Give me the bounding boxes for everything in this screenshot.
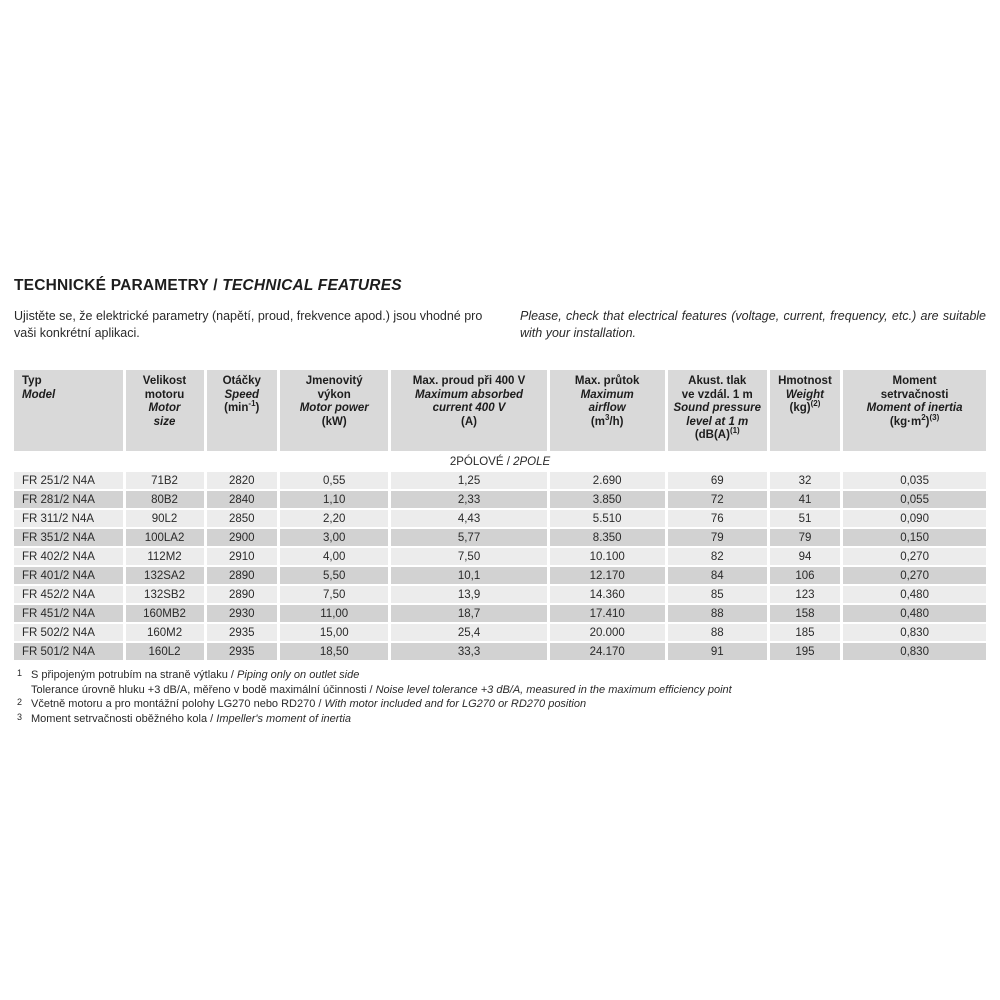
cell-motor-power: 1,10	[280, 491, 389, 508]
column-header-speed: Otáčky Speed $(\min^{-1})$	[207, 370, 277, 451]
table-row	[14, 472, 986, 489]
cell-moment-of-inertia: 0,480	[843, 586, 986, 603]
cell-sound-pressure: 82	[668, 548, 767, 565]
cell-max-airflow: 20.000	[550, 624, 665, 641]
cell-max-current: 13,9	[391, 586, 546, 603]
cell-weight: 106	[770, 567, 840, 584]
cell-max-airflow: 24.170	[550, 643, 665, 660]
cell-weight: 32	[770, 472, 840, 489]
cell-speed: 2820	[207, 472, 277, 489]
cell-max-airflow: 5.510	[550, 510, 665, 527]
cell-moment-of-inertia: 0,090	[843, 510, 986, 527]
cell-motor-power: 0,55	[280, 472, 389, 489]
cell-sound-pressure: 69	[668, 472, 767, 489]
footnote-text-czech: Moment setrvačnosti oběžného kola /	[31, 712, 217, 725]
cell-model: FR 402/2 N4A	[14, 548, 123, 565]
cell-motor-power: 3,00	[280, 529, 389, 546]
table-row	[14, 643, 986, 660]
cell-motor-size: 71B2	[126, 472, 204, 489]
footnote-text-czech: Včetně motoru a pro montážní polohy LG270 nebo RD270 /	[31, 698, 325, 710]
cell-moment-of-inertia: 0,270	[843, 548, 986, 565]
cell-motor-size: 80B2	[126, 491, 204, 508]
cell-moment-of-inertia: 0,480	[843, 605, 986, 622]
section-row-2pole	[14, 453, 986, 470]
cell-model: FR 502/2 N4A	[14, 624, 123, 641]
cell-model: FR 501/2 N4A	[14, 643, 123, 660]
cell-motor-power: 5,50	[280, 567, 389, 584]
column-header-max-current: Max. proud při 400 V Maximum absorbed current 400 V (A)	[391, 370, 546, 451]
cell-max-current: 25,4	[391, 624, 546, 641]
cell-max-current: 1,25	[391, 472, 546, 489]
section-label: 2PÓLOVÉ / 2POLE	[14, 453, 986, 470]
cell-motor-power: 11,00	[280, 605, 389, 622]
cell-sound-pressure: 88	[668, 624, 767, 641]
cell-max-airflow: 2.690	[550, 472, 665, 489]
datasheet-page	[14, 277, 986, 726]
table-row	[14, 510, 986, 527]
column-header-moment-of-inertia: Moment setrvačnosti Moment of inertia $(kg\cdot m^2)^{(3)}$	[843, 370, 986, 451]
cell-motor-size: 160MB2	[126, 605, 204, 622]
cell-motor-power: 4,00	[280, 548, 389, 565]
cell-max-airflow: 17.410	[550, 605, 665, 622]
cell-speed: 2850	[207, 510, 277, 527]
cell-speed: 2890	[207, 567, 277, 584]
footnote-marker: 2	[17, 697, 23, 707]
cell-motor-power: 18,50	[280, 643, 389, 660]
column-header-weight: Hmotnost Weight (kg)$^{(2)}$	[770, 370, 840, 451]
cell-speed: 2900	[207, 529, 277, 546]
cell-moment-of-inertia: 0,830	[843, 643, 986, 660]
cell-model: FR 351/2 N4A	[14, 529, 123, 546]
table-header-row	[14, 370, 986, 451]
cell-weight: 185	[770, 624, 840, 641]
cell-motor-size: 160M2	[126, 624, 204, 641]
cell-moment-of-inertia: 0,150	[843, 529, 986, 546]
cell-max-airflow: 14.360	[550, 586, 665, 603]
footnote-line	[14, 668, 986, 683]
footnote-marker: 1	[17, 668, 23, 678]
cell-max-current: 10,1	[391, 567, 546, 584]
cell-weight: 94	[770, 548, 840, 565]
cell-motor-size: 90L2	[126, 510, 204, 527]
footnote-text-czech: Tolerance úrovně hluku +3 dB/A, měřeno v bodě maximální účinnosti /	[31, 683, 376, 696]
cell-motor-power: 15,00	[280, 624, 389, 641]
cell-speed: 2930	[207, 605, 277, 622]
cell-moment-of-inertia: 0,035	[843, 472, 986, 489]
footnote-marker: 3	[17, 711, 23, 722]
cell-sound-pressure: 84	[668, 567, 767, 584]
cell-model: FR 251/2 N4A	[14, 472, 123, 489]
cell-model: FR 401/2 N4A	[14, 567, 123, 584]
table-row	[14, 586, 986, 603]
cell-weight: 195	[770, 643, 840, 660]
cell-sound-pressure: 88	[668, 605, 767, 622]
cell-max-airflow: 10.100	[550, 548, 665, 565]
cell-speed: 2840	[207, 491, 277, 508]
page-title	[14, 277, 986, 295]
cell-model: FR 311/2 N4A	[14, 510, 123, 527]
cell-max-current: 7,50	[391, 548, 546, 565]
table-row	[14, 491, 986, 508]
cell-motor-size: 100LA2	[126, 529, 204, 546]
cell-speed: 2935	[207, 643, 277, 660]
intro-paragraph-english: Please, check that electrical features (voltage, current, frequency, etc.) are suitable with your installation.	[520, 309, 986, 340]
footnote-line	[14, 683, 986, 698]
footnote-line	[14, 697, 986, 712]
cell-speed: 2910	[207, 548, 277, 565]
cell-motor-size: 112M2	[126, 548, 204, 565]
cell-moment-of-inertia: 0,830	[843, 624, 986, 641]
cell-max-airflow: 12.170	[550, 567, 665, 584]
cell-speed: 2935	[207, 624, 277, 641]
cell-max-airflow: 3.850	[550, 491, 665, 508]
technical-features-table	[11, 368, 989, 662]
footnote-line	[14, 712, 986, 727]
footnote-text-english: Noise level tolerance +3 dB/A, measured in the maximum efficiency point	[375, 683, 732, 696]
intro-paragraph-czech: Ujistěte se, že elektrické parametry (napětí, proud, frekvence apod.) jsou vhodné pro vaši konkrétní aplikaci.	[14, 309, 483, 340]
cell-motor-power: 2,20	[280, 510, 389, 527]
cell-sound-pressure: 91	[668, 643, 767, 660]
cell-max-airflow: 8.350	[550, 529, 665, 546]
cell-sound-pressure: 85	[668, 586, 767, 603]
cell-model: FR 452/2 N4A	[14, 586, 123, 603]
cell-motor-size: 132SB2	[126, 586, 204, 603]
table-row	[14, 548, 986, 565]
table-header	[14, 370, 986, 451]
cell-sound-pressure: 79	[668, 529, 767, 546]
column-header-motor-size: Velikost motoru Motor size	[126, 370, 204, 451]
cell-weight: 158	[770, 605, 840, 622]
cell-moment-of-inertia: 0,055	[843, 491, 986, 508]
cell-motor-power: 7,50	[280, 586, 389, 603]
cell-max-current: 18,7	[391, 605, 546, 622]
footnote-text-english: Piping only on outlet side	[237, 669, 360, 681]
table-body	[14, 453, 986, 660]
cell-weight: 79	[770, 529, 840, 546]
cell-weight: 51	[770, 510, 840, 527]
cell-weight: 41	[770, 491, 840, 508]
cell-max-current: 2,33	[391, 491, 546, 508]
cell-max-current: 33,3	[391, 643, 546, 660]
table-row	[14, 529, 986, 546]
column-header-sound-pressure: Akust. tlak ve vzdál. 1 m Sound pressure level at 1 m ($dB(A)^{(1)}$	[668, 370, 767, 451]
intro-section	[14, 308, 986, 342]
cell-sound-pressure: 76	[668, 510, 767, 527]
footnote-text-english: With motor included and for LG270 or RD270 position	[324, 698, 587, 710]
footnote-text-english: Impeller's moment of inertia	[216, 712, 352, 725]
cell-sound-pressure: 72	[668, 491, 767, 508]
page-title-english: TECHNICAL FEATURES	[222, 277, 402, 294]
column-header-motor-power: Jmenovitý výkon Motor power (kW)	[280, 370, 389, 451]
cell-weight: 123	[770, 586, 840, 603]
column-header-max-airflow: Max. průtok Maximum airflow $(m^3/h)$	[550, 370, 665, 451]
cell-model: FR 281/2 N4A	[14, 491, 123, 508]
cell-max-current: 4,43	[391, 510, 546, 527]
table-row	[14, 567, 986, 584]
footnote-text-czech: S připojeným potrubím na straně výtlaku /	[31, 669, 238, 681]
cell-moment-of-inertia: 0,270	[843, 567, 986, 584]
cell-motor-size: 160L2	[126, 643, 204, 660]
cell-motor-size: 132SA2	[126, 567, 204, 584]
page-title-czech: TECHNICKÉ PARAMETRY /	[14, 277, 223, 294]
cell-speed: 2890	[207, 586, 277, 603]
cell-max-current: 5,77	[391, 529, 546, 546]
table-row	[14, 605, 986, 622]
column-header-model: Typ Model	[14, 370, 123, 451]
footnotes	[14, 668, 986, 726]
cell-model: FR 451/2 N4A	[14, 605, 123, 622]
table-row	[14, 624, 986, 641]
